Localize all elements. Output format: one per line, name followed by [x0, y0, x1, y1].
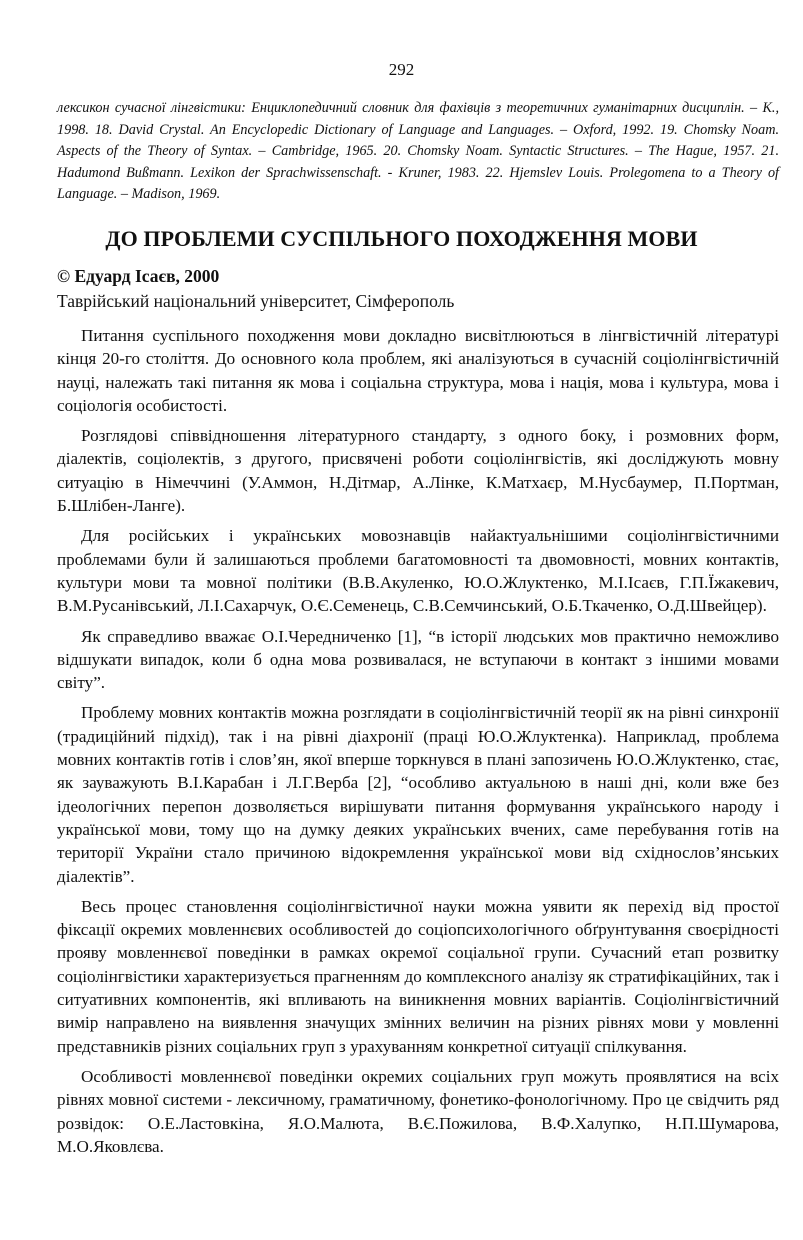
- article-body: [57, 324, 779, 1165]
- article-author: © Едуард Ісаєв, 2000: [57, 266, 220, 286]
- paragraph-1: Питання суспільного походження мови докладно висвітлюються в лінгвістичній літературі кінця 20-го століття. До основного кола проблем, які аналізуються в сучасній соціолінгвістичній науці, належать такі питання як мова і соціальна структура, мова і нація, мова і культура, мова і соціологія особистості.: [57, 326, 779, 415]
- paragraph-7: Особливості мовленнєвої поведінки окремих соціальних груп можуть проявлятися на всіх рівнях мовної системи - лексичному, граматичному, фонетико-фонологічному. Про це свідчить ряд розвідок: О.Е.Ластовкіна, Я.О.Малюта, В.Є.Пожилова, В.Ф.Халупко, Н.П.Шумарова, М.О.Яковлєва.: [57, 1066, 779, 1156]
- paragraph-3: Для російських і українських мовознавців найактуальнішими соціолінгвістичними проблемами були й залишаються проблеми багатомовності та двомовності, мовних контактів, культури мови та мовної політики (В.В.Акуленко, Ю.О.Жлуктенко, М.І.Ісаєв, Г.П.Їжакевич, В.М.Русанівський, Л.І.Сахарчук, О.Є.Семенець, С.В.Семчинський, О.Б.Ткаченко, О.Д.Швейцер).: [57, 526, 779, 616]
- article-title: ДО ПРОБЛЕМИ СУСПІЛЬНОГО ПОХОДЖЕННЯ МОВИ: [105, 226, 698, 251]
- references-continued: лексикон сучасної лінгвістики: Енциклопедичний словник для фахівців з теоретичних гуманітарних дисциплін. – К., 1998. 18. David Crystal. An Encyclopedic Dictionary of Language and Languages. – Oxford, 1992. 19. Chomsky Noam. Aspects of the Theory of Syntax. – Cambridge, 1965. 20. Chomsky Noam. Syntactic Structures. – The Hague, 1957. 21. Hadumond Bußmann. Lexikon der Sprachwissenschaft. - Kruner, 1983. 22. Hjemslev Louis. Prolegomena to a Theory of Language. – Madison, 1969.: [57, 100, 779, 202]
- paragraph-4: Як справедливо вважає О.І.Чередниченко [1], “в історії людських мов практично неможливо відшукати випадок, коли б одна мова розвивалася, не вступаючи в контакт з іншими мовами світу”.: [57, 626, 779, 693]
- page-number: 292: [388, 60, 415, 79]
- paragraph-5: Проблему мовних контактів можна розглядати в соціолінгвістичній теорії як на рівні синхронії (традиційний підхід), так і на рівні діахронії (праці Ю.О.Жлуктенка). Наприклад, проблема мовних контактів готів і слов’ян, якої вперше торкнувся в плані запозичень Ю.О.Жлуктенко, стає, як зауважують В.І.Карабан і Л.Г.Верба [2], “особливо актуальною в наші дні, коли вже без ідеологічних перепон дозволяється вирішувати питання формування українського народу і української мови, тому що на думку деяких українських вчених, саме перебування готів на території України стало причиною відокремлення української мови від східнослов’янських діалектів”.: [57, 703, 779, 886]
- paragraph-6: Весь процес становлення соціолінгвістичної науки можна уявити як перехід від простої фіксації окремих мовленнєвих особливостей до соціопсихологічного обґрунтування своєрідності прояву мовленнєвої поведінки в рамках окремої соціальної групи. Сучасний етап розвитку соціолінгвістики характеризується прагненням до комплексного аналізу як стратифікаційних, так і ситуативних компонентів, які впливають на виникнення мовних варіантів. Соціолінгвістичний вимір направлено на виявлення значущих змінних величин на різних рівнях мови у мовленні представників різних соціальних груп з урахуванням конкретної ситуації спілкування.: [57, 896, 779, 1056]
- author-affiliation: Таврійський національний університет, Сімферополь: [57, 291, 455, 311]
- paragraph-2: Розглядові співвідношення літературного стандарту, з одного боку, і розмовних форм, діалектів, соціолектів, з другого, присвячені роботи соціолінгвістів, які досліджують мовну ситуацію в Німеччині (У.Аммон, Н.Дітмар, А.Лінке, К.Матхаєр, М.Нусбаумер, П.Портман, Б.Шлібен-Ланге).: [57, 426, 779, 516]
